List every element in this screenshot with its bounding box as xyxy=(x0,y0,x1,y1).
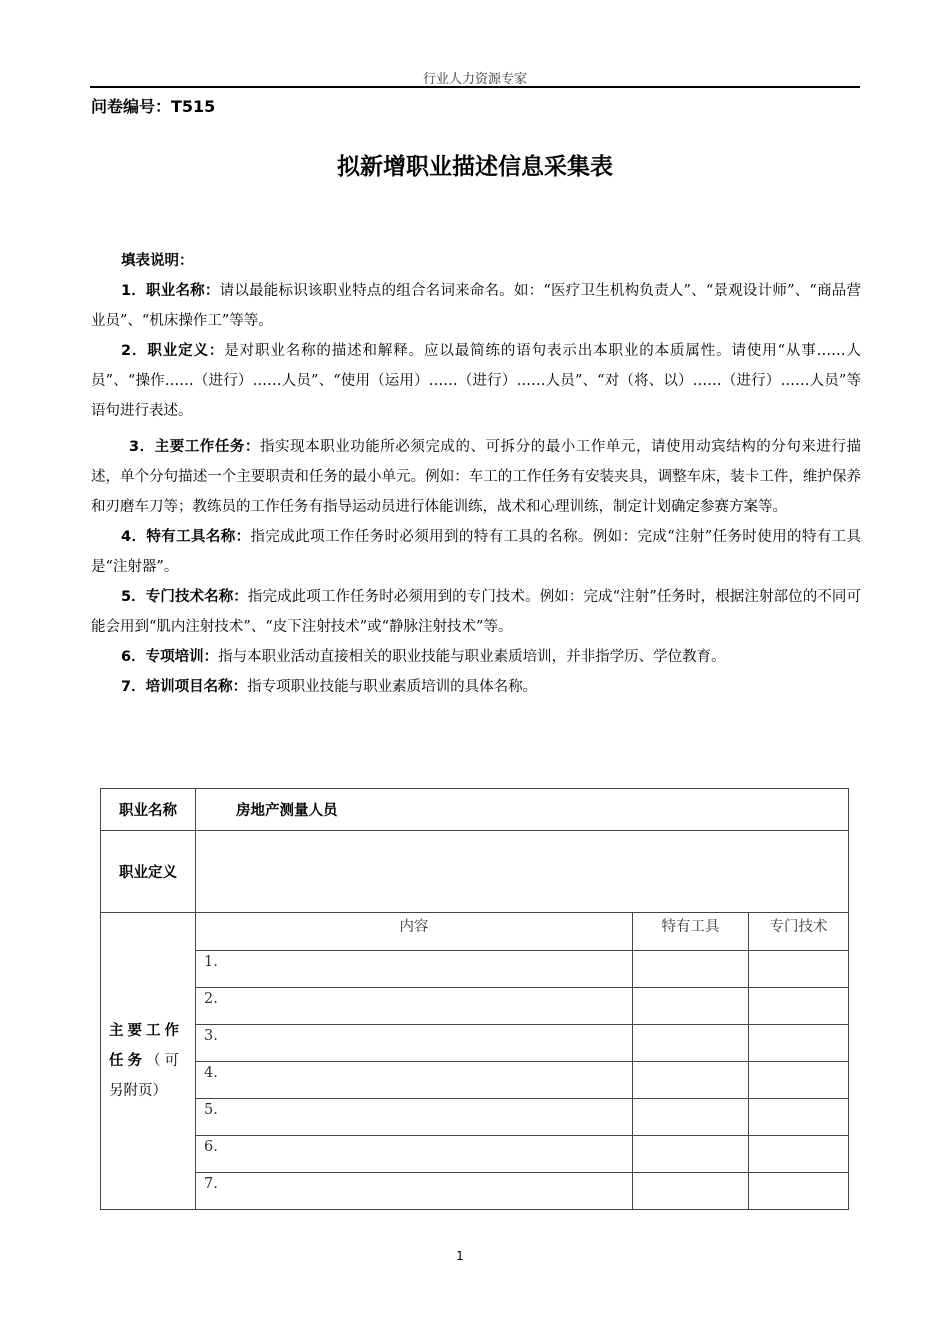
tool-cell[interactable] xyxy=(633,1062,749,1099)
instructions-heading: 填表说明： xyxy=(121,253,194,269)
tech-cell[interactable] xyxy=(749,1136,849,1173)
task-content-cell[interactable]: 5. xyxy=(196,1099,633,1136)
tech-cell[interactable] xyxy=(749,1173,849,1210)
table-row xyxy=(101,988,849,1025)
instruction-text: 是对职业名称的描述和解释。应以最简练的语句表示出本职业的本质属性。请使用“从事……人员”、“操作……（进行）……人员”、“使用（运用）……（进行）……人员”、“对（将、以）……（进行）……人员”等语句进行表述。 xyxy=(91,343,861,419)
tech-cell[interactable] xyxy=(749,1025,849,1062)
table-row xyxy=(101,1099,849,1136)
column-header-tools: 特有工具 xyxy=(633,913,749,951)
occupation-form-table xyxy=(100,788,849,1210)
tool-cell[interactable] xyxy=(633,951,749,988)
instruction-label: 3．主要工作任务： xyxy=(129,439,260,455)
table-row xyxy=(101,1173,849,1210)
instruction-text: 指完成此项工作任务时必须用到的特有工具的名称。例如：完成“注射”任务时使用的特有工具是“注射器”。 xyxy=(91,529,861,575)
instruction-label: 5．专门技术名称： xyxy=(121,589,248,605)
instructions xyxy=(91,246,861,702)
page-number: 1 xyxy=(456,1249,464,1263)
tech-cell[interactable] xyxy=(749,951,849,988)
column-header-content: 内容 xyxy=(196,913,633,951)
task-content-cell[interactable]: 3. xyxy=(196,1025,633,1062)
instruction-label: 1．职业名称： xyxy=(121,283,220,299)
table-row xyxy=(101,1136,849,1173)
task-content-cell[interactable]: 7. xyxy=(196,1173,633,1210)
instruction-item xyxy=(91,522,861,582)
occupation-name-field[interactable]: 房地产测量人员 xyxy=(196,789,849,831)
task-content-cell[interactable]: 1. xyxy=(196,951,633,988)
instruction-label: 2．职业定义： xyxy=(121,343,225,359)
instruction-item xyxy=(91,642,861,672)
table-row xyxy=(101,1062,849,1099)
tool-cell[interactable] xyxy=(633,1173,749,1210)
tool-cell[interactable] xyxy=(633,988,749,1025)
table-row xyxy=(101,1025,849,1062)
column-header-tech: 专门技术 xyxy=(749,913,849,951)
instruction-label: 7．培训项目名称： xyxy=(121,679,248,695)
instruction-label: 6．专项培训： xyxy=(121,649,219,665)
instruction-text: 指完成此项工作任务时必须用到的专门技术。例如：完成“注射”任务时，根据注射部位的不同可能会用到“肌内注射技术”、“皮下注射技术”或“静脉注射技术”等。 xyxy=(91,589,861,635)
instruction-item xyxy=(91,276,861,336)
instruction-item xyxy=(91,336,861,426)
tasks-note: 另附页） xyxy=(109,1083,167,1099)
instruction-text: 指与本职业活动直接相关的职业技能与职业素质培训，并非指学历、学位教育。 xyxy=(218,649,726,665)
instruction-label: 4．特有工具名称： xyxy=(121,529,251,545)
task-content-cell[interactable]: 6. xyxy=(196,1136,633,1173)
occupation-definition-field[interactable] xyxy=(196,831,849,913)
tech-cell[interactable] xyxy=(749,988,849,1025)
tech-cell[interactable] xyxy=(749,1099,849,1136)
table-row xyxy=(101,951,849,988)
instruction-item xyxy=(91,582,861,642)
header-divider xyxy=(90,86,860,88)
instruction-text: 指实现本职业功能所必须完成的、可拆分的最小工作单元，请使用动宾结构的分句来进行描述，单个分句描述一个主要职责和任务的最小单元。例如：车工的工作任务有安装夹具，调整车床，装卡工件，维护保养和刃磨车刀等；教练员的工作任务有指导运动员进行体能训练，战术和心理训练，制定计划确定参赛方案等。 xyxy=(91,439,861,515)
tasks-label-line2: 任务 xyxy=(109,1053,146,1069)
occupation-name-label: 职业名称 xyxy=(101,789,196,831)
questionnaire-number: 问卷编号：T515 xyxy=(91,97,216,116)
task-content-cell[interactable]: 4. xyxy=(196,1062,633,1099)
tool-cell[interactable] xyxy=(633,1099,749,1136)
tech-cell[interactable] xyxy=(749,1062,849,1099)
instruction-item xyxy=(91,672,861,702)
tasks-label-line1: 主要工作 xyxy=(109,1023,183,1039)
tool-cell[interactable] xyxy=(633,1136,749,1173)
instruction-item xyxy=(91,432,861,522)
occupation-definition-label: 职业定义 xyxy=(101,831,196,913)
tool-cell[interactable] xyxy=(633,1025,749,1062)
main-tasks-label xyxy=(101,913,196,1210)
instruction-text: 指专项职业技能与职业素质培训的具体名称。 xyxy=(247,679,538,695)
page-title: 拟新增职业描述信息采集表 xyxy=(337,154,613,180)
tasks-note: （可 xyxy=(146,1053,183,1069)
page-header: 行业人力资源专家 xyxy=(422,72,527,87)
instruction-text: 请以最能标识该职业特点的组合名词来命名。如：“医疗卫生机构负责人”、“景观设计师”、“商品营业员”、“机床操作工”等等。 xyxy=(91,283,862,329)
task-content-cell[interactable]: 2. xyxy=(196,988,633,1025)
